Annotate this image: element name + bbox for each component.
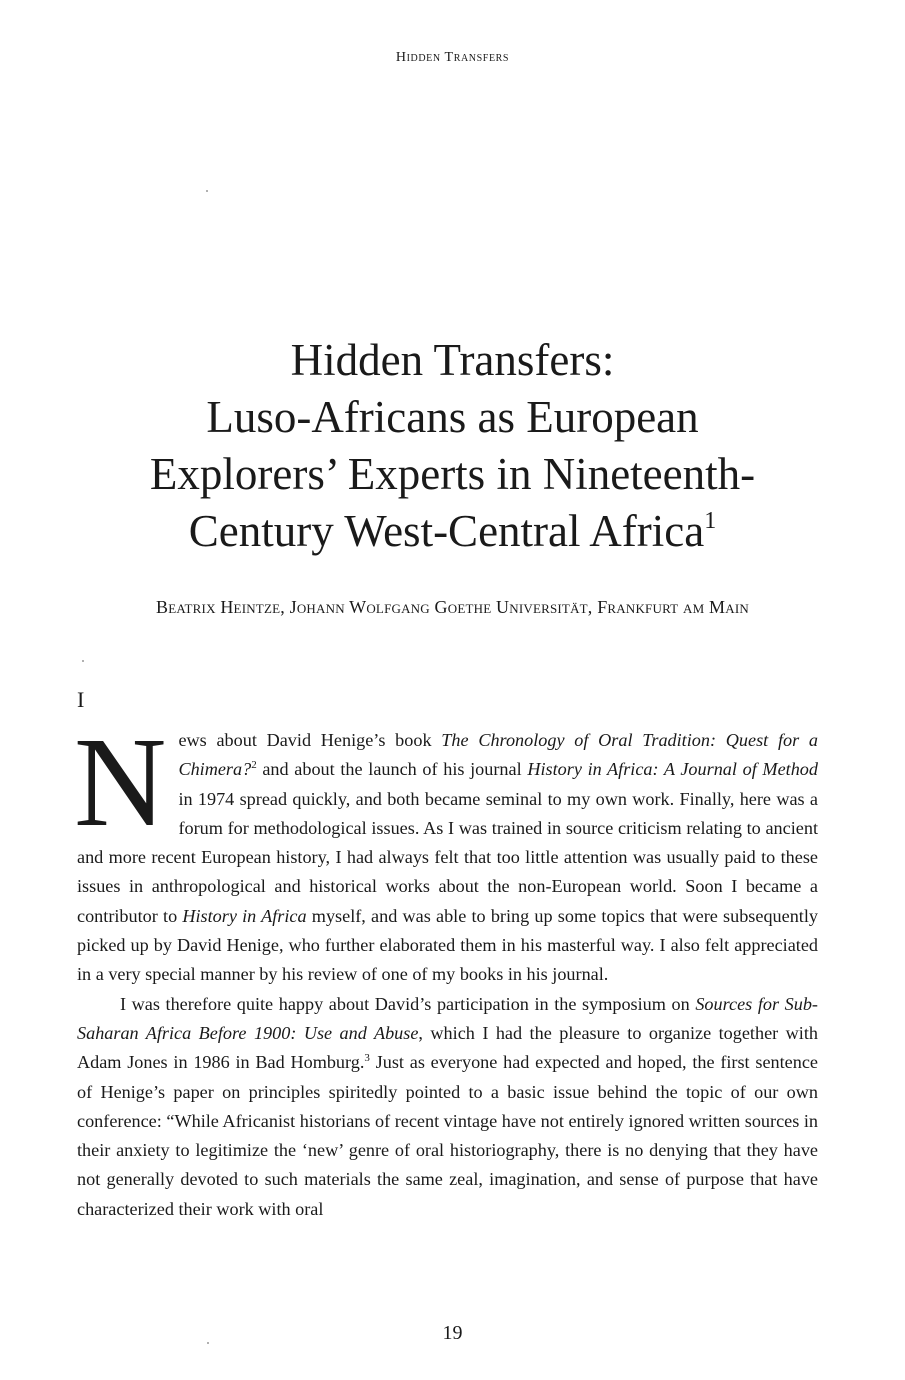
p2-italic-symposium-title: Sources for Sub-Saharan Africa Before 1900: Use and Abuse	[77, 993, 818, 1043]
paragraph-2	[77, 990, 818, 1224]
p1-text-1: ews about David Henige’s book	[178, 730, 442, 750]
p1-italic-journal-short: History in Africa	[182, 905, 307, 926]
p2-text-2: , which I had the pleasure to organize together with Adam Jones in 1986 in Bad Homburg.	[77, 1022, 818, 1073]
title-line-4	[60, 503, 845, 560]
article-title	[60, 332, 845, 560]
p1-italic-book-title: The Chronology of Oral Tradition: Quest for a Chimera?	[178, 730, 818, 780]
p2-text-1: I was therefore quite happy about David’s participation in the symposium on	[120, 993, 696, 1014]
title-footnote-marker[interactable]: 1	[704, 508, 717, 534]
body-text	[74, 711, 818, 1224]
title-line-1: Hidden Transfers:	[290, 335, 615, 385]
p2-text-3: Just as everyone had expected and hoped, the first sentence of Henige’s paper on principles spiritedly pointed to a basic issue behind the topic of our own conference: “While Africanist historians of recent vintage have not entirely ignored written sources in their anxiety to legitimize the ‘new’ genre of oral historiography, there is no denying that they have not generally devoted to such materials the same zeal, imagination, and sense of purpose that have characterized their work with oral	[77, 1052, 818, 1219]
p1-italic-journal-title: History in Africa: A Journal of Method	[527, 759, 818, 780]
p1-text-2: and about the launch of his journal	[256, 759, 528, 780]
title-line-2: Luso-Africans as European	[206, 392, 699, 442]
scan-speck	[206, 190, 208, 192]
p1-text-3: in 1974 spread quickly, and both became seminal to my own work. Finally, here was a forum for methodological issues. As I was trained in source criticism relating to ancient and more recent European history, I had always felt that too little attention was usually paid to these issues in anthropological and historical works about the non-European world. Soon I became a contributor to	[77, 788, 818, 926]
footnote-marker-3[interactable]: 3	[364, 1052, 370, 1065]
scan-speck	[82, 660, 84, 662]
running-head: Hidden Transfers	[395, 50, 510, 65]
author-byline: Beatrix Heintze, Johann Wolfgang Goethe Universität, Frankfurt am Main	[156, 597, 749, 617]
paragraph-1	[74, 711, 818, 990]
title-line-4-text: Century West-Central Africa	[188, 506, 705, 556]
page-number: 19	[442, 1322, 463, 1344]
footnote-marker-2[interactable]: 2	[251, 759, 257, 772]
drop-cap: N	[74, 711, 167, 853]
scan-speck	[207, 1342, 209, 1344]
p1-text-4: myself, and was able to bring up some topics that were subsequently picked up by David Henige, who further elaborated them in his masterful way. I also felt appreciated in a very special manner by his review of one of my books in his journal.	[77, 905, 818, 985]
title-line-3: Explorers’ Experts in Nineteenth-	[149, 449, 756, 499]
section-number: I	[77, 687, 85, 712]
